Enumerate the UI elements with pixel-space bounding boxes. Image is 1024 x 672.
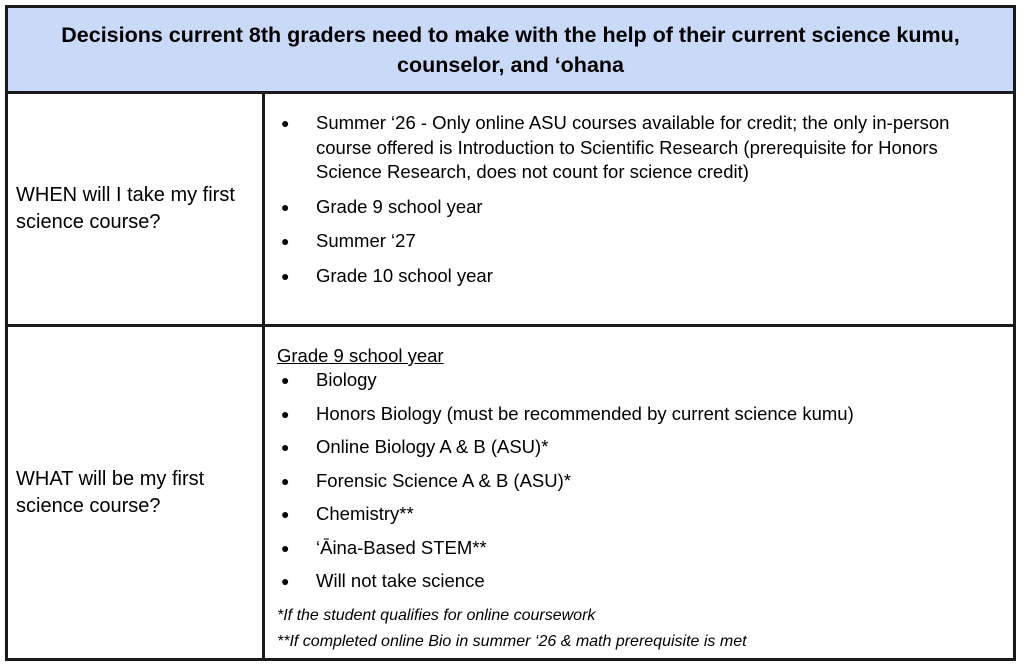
when-options-list [265, 94, 1013, 288]
options-cell [265, 327, 1013, 658]
options-cell [265, 94, 1013, 324]
question-cell [8, 327, 265, 658]
footnote-online: *If the student qualifies for online coursework [277, 606, 596, 624]
list-item: ● Online Biology A & B (ASU)* [265, 435, 1013, 459]
table-row-what [8, 327, 1013, 658]
list-item: ● Forensic Science A & B (ASU)* [265, 469, 1013, 493]
question-when: WHEN will I take my first science course? [16, 184, 235, 233]
list-item: ● Grade 9 school year [265, 195, 993, 220]
table-title: Decisions current 8th graders need to make with the help of their current science kumu, counselor, and ‘ohana [61, 22, 960, 77]
list-item: ● Summer ‘26 - Only online ASU courses available for credit; the only in-person course offered is Introduction to Scientific Research (prerequisite for Honors Science Research, does not count for science credit) [265, 111, 993, 185]
question-cell [8, 94, 265, 324]
list-item: ● Will not take science [265, 569, 1013, 593]
table-header [8, 8, 1013, 94]
footnote-bio: **If completed online Bio in summer ‘26 & math prerequisite is met [277, 632, 747, 650]
list-item: ● Grade 10 school year [265, 264, 993, 289]
grade-9-subheading: Grade 9 school year [277, 345, 444, 366]
what-options-list [265, 368, 1013, 593]
decisions-table [5, 5, 1016, 661]
list-item: ● Biology [265, 368, 1013, 392]
list-item: ● ‘Āina-Based STEM** [265, 536, 1013, 560]
question-what: WHAT will be my first science course? [16, 467, 205, 517]
table-row-when [8, 94, 1013, 327]
list-item: ● Chemistry** [265, 502, 1013, 526]
list-item: ● Summer ‘27 [265, 229, 993, 254]
list-item: ● Honors Biology (must be recommended by current science kumu) [265, 402, 1013, 426]
